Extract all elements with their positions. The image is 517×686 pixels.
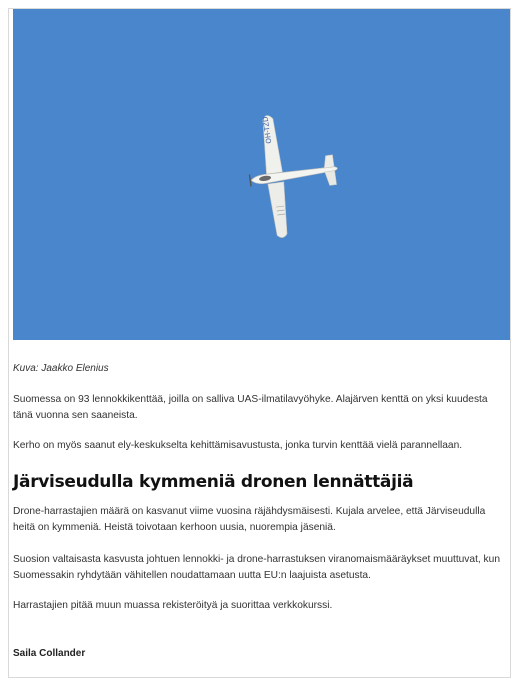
article-photo	[13, 9, 510, 340]
photo-caption: Kuva: Jaakko Elenius	[13, 363, 109, 374]
article-paragraph: Suomessa on 93 lennokkikenttää, joilla on salliva UAS-ilmatilavyöhyke. Alajärven kenttä on yksi kuudesta tänä vuonna sen saaneista.	[13, 394, 488, 421]
article-subheading: Järviseudulla kymmeniä dronen lennättäjiä	[13, 472, 414, 492]
article-author: Saila Collander	[13, 648, 86, 659]
article-paragraph: Suosion valtaisasta kasvusta johtuen lennokki- ja drone-harrastuksen viranomaismääräykset muuttuvat, kun Suomessakin ryhdytään vähitellen noudattamaan uutta EU:n laajuista asetusta.	[13, 554, 500, 581]
registration-mark: OH-TZD	[261, 116, 274, 145]
article-paragraph: Harrastajien pitää muun muassa rekisteröityä ja suorittaa verkkokurssi.	[13, 600, 333, 611]
article-paragraph: Drone-harrastajien määrä on kasvanut viime vuosina räjähdysmäisesti. Kujala arvelee, että Järviseudulla heitä on kymmeniä. Heistä toivotaan kerhoon uusia, nuorempia jäseniä.	[13, 506, 486, 533]
article-paragraph: Kerho on myös saanut ely-keskukselta kehittämisavustusta, jonka turvin kenttää vielä parannellaan.	[13, 440, 463, 451]
aircraft-illustration	[13, 9, 510, 340]
